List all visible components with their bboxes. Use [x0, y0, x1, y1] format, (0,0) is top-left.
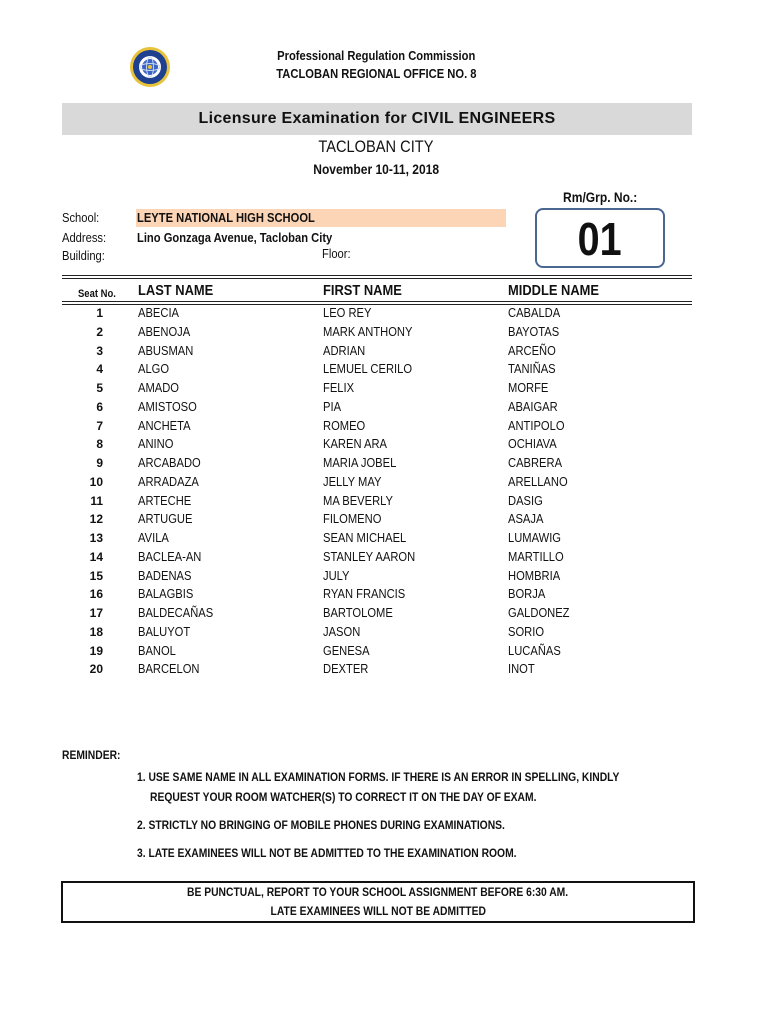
last-name: BACLEA-AN	[138, 548, 202, 564]
seat-number: 5	[96, 381, 103, 395]
floor-label: Floor:	[322, 246, 351, 261]
first-name: MARIA JOBEL	[323, 455, 397, 470]
middle-name: GALDONEZ	[508, 605, 570, 620]
first-name: LEMUEL CERILO	[323, 361, 413, 377]
last-name: BADENAS	[138, 567, 192, 583]
exam-date: November 10-11, 2018	[313, 161, 439, 177]
table-row	[62, 529, 692, 548]
middle-name: MORFE	[508, 380, 549, 395]
table-row	[62, 548, 692, 567]
reminder-item-1-cont: REQUEST YOUR ROOM WATCHER(S) TO CORRECT IT ON THE DAY OF EXAM.	[150, 790, 537, 804]
school-label: School:	[62, 210, 100, 225]
first-name: JASON	[323, 623, 361, 639]
last-name: BARCELON	[138, 661, 200, 677]
last-name: ABUSMAN	[138, 342, 194, 358]
middle-name: DASIG	[508, 492, 543, 508]
seat-number: 12	[89, 512, 103, 527]
first-name: FILOMENO	[323, 511, 382, 527]
last-name: ALGO	[138, 361, 170, 377]
middle-name: ANTIPOLO	[508, 417, 565, 433]
address-label: Address:	[62, 230, 107, 245]
room-number-box	[535, 208, 665, 268]
last-name: AMISTOSO	[138, 398, 197, 414]
col-header-last-name: LAST NAME	[138, 282, 214, 299]
last-name: ABENOJA	[138, 323, 191, 339]
middle-name: TANIÑAS	[508, 361, 556, 377]
table-row	[62, 454, 692, 473]
table-row	[62, 304, 692, 323]
seat-number: 19	[89, 643, 103, 658]
divider	[62, 275, 692, 276]
first-name: MARK ANTHONY	[323, 323, 413, 339]
middle-name: ARCEÑO	[508, 342, 556, 358]
middle-name: ABAIGAR	[508, 398, 558, 414]
last-name: BANOL	[138, 642, 176, 658]
first-name: STANLEY AARON	[323, 548, 416, 564]
last-name: ARTUGUE	[138, 511, 193, 527]
exam-title: Licensure Examination for CIVIL ENGINEERS	[198, 110, 556, 127]
first-name: FELIX	[323, 380, 355, 395]
first-name: DEXTER	[323, 661, 369, 677]
middle-name: ASAJA	[508, 511, 544, 527]
school-name: LEYTE NATIONAL HIGH SCHOOL	[137, 210, 315, 225]
first-name: ROMEO	[323, 417, 366, 433]
last-name: BALUYOT	[138, 623, 191, 639]
seat-number: 15	[89, 568, 103, 583]
seat-number: 17	[89, 606, 103, 620]
punctuality-notice: BE PUNCTUAL, REPORT TO YOUR SCHOOL ASSIGNMENT BEFORE 6:30 AM. LATE EXAMINEES WILL NOT BE ADMITTED	[61, 881, 695, 923]
middle-name: LUMAWIG	[508, 530, 562, 545]
col-header-seat: Seat No.	[77, 288, 116, 300]
regional-office: TACLOBAN REGIONAL OFFICE NO. 8	[275, 66, 477, 81]
seat-number: 11	[90, 493, 103, 508]
table-row	[62, 585, 692, 604]
seat-number: 13	[89, 531, 103, 545]
seat-number: 16	[89, 587, 103, 602]
last-name: BALAGBIS	[138, 586, 194, 602]
last-name: BALDECAÑAS	[138, 605, 214, 620]
building-label: Building:	[62, 248, 105, 263]
org-name: Professional Regulation Commission	[276, 48, 476, 63]
table-row	[62, 398, 692, 417]
seat-number: 20	[89, 662, 103, 677]
last-name: ANCHETA	[138, 417, 191, 433]
last-name: ABECIA	[138, 305, 180, 320]
table-row	[62, 492, 692, 511]
seat-number: 7	[96, 418, 103, 433]
exam-city: TACLOBAN CITY	[318, 137, 434, 156]
reminder-label: REMINDER:	[62, 748, 121, 762]
middle-name: MARTILLO	[508, 548, 564, 564]
middle-name: CABRERA	[508, 455, 563, 470]
table-row	[62, 604, 692, 623]
seat-number: 2	[96, 324, 103, 339]
seat-number: 4	[96, 362, 103, 377]
first-name: MA BEVERLY	[323, 492, 394, 508]
middle-name: ARELLANO	[508, 473, 568, 489]
col-header-first-name: FIRST NAME	[323, 282, 402, 299]
last-name: AMADO	[138, 380, 179, 395]
first-name: ADRIAN	[323, 342, 366, 358]
table-row	[62, 417, 692, 436]
first-name: PIA	[323, 398, 342, 414]
seat-number: 9	[96, 456, 103, 470]
first-name: BARTOLOME	[323, 605, 393, 620]
last-name: ARTECHE	[138, 492, 192, 508]
divider	[62, 301, 692, 302]
reminder-item-3: 3. LATE EXAMINEES WILL NOT BE ADMITTED TO THE EXAMINATION ROOM.	[137, 846, 517, 860]
table-row	[62, 567, 692, 586]
table-row	[62, 660, 692, 679]
last-name: ARCABADO	[138, 455, 201, 470]
middle-name: CABALDA	[508, 305, 561, 320]
room-label: Rm/Grp. No.:	[562, 189, 638, 205]
org-header	[0, 47, 752, 83]
table-row	[62, 360, 692, 379]
seat-number: 14	[89, 549, 103, 564]
room-number: 01	[577, 213, 622, 265]
middle-name: LUCAÑAS	[508, 642, 561, 658]
first-name: GENESA	[323, 642, 370, 658]
col-header-middle-name: MIDDLE NAME	[508, 282, 600, 299]
middle-name: BAYOTAS	[508, 323, 560, 339]
middle-name: HOMBRIA	[508, 567, 561, 583]
table-row	[62, 435, 692, 454]
address-value: Lino Gonzaga Avenue, Tacloban City	[137, 230, 333, 245]
table-row	[62, 342, 692, 361]
middle-name: BORJA	[508, 586, 546, 602]
table-row	[62, 510, 692, 529]
table-row	[62, 473, 692, 492]
middle-name: SORIO	[508, 623, 545, 639]
examinee-list	[62, 304, 692, 679]
first-name: LEO REY	[323, 305, 372, 320]
first-name: KAREN ARA	[323, 436, 388, 452]
middle-name: OCHIAVA	[508, 436, 557, 452]
table-row	[62, 623, 692, 642]
table-row	[62, 642, 692, 661]
middle-name: INOT	[508, 661, 535, 677]
first-name: JELLY MAY	[323, 473, 382, 489]
last-name: AVILA	[138, 530, 169, 545]
last-name: ARRADAZA	[138, 473, 199, 489]
reminder-item-2: 2. STRICTLY NO BRINGING OF MOBILE PHONES DURING EXAMINATIONS.	[137, 818, 505, 832]
seat-number: 8	[96, 437, 103, 452]
table-row	[62, 379, 692, 398]
divider	[62, 278, 692, 279]
seat-number: 18	[89, 624, 103, 639]
first-name: SEAN MICHAEL	[323, 530, 407, 545]
last-name: ANINO	[138, 436, 174, 452]
seat-number: 3	[96, 343, 103, 358]
reminder-item-1: 1. USE SAME NAME IN ALL EXAMINATION FORMS. IF THERE IS AN ERROR IN SPELLING, KINDLY	[137, 770, 620, 784]
seat-number: 10	[89, 474, 103, 489]
seat-number: 6	[96, 399, 103, 414]
first-name: RYAN FRANCIS	[323, 586, 406, 602]
table-row	[62, 323, 692, 342]
exam-title-bar	[62, 103, 692, 135]
seat-number: 1	[96, 306, 103, 320]
first-name: JULY	[323, 567, 350, 583]
